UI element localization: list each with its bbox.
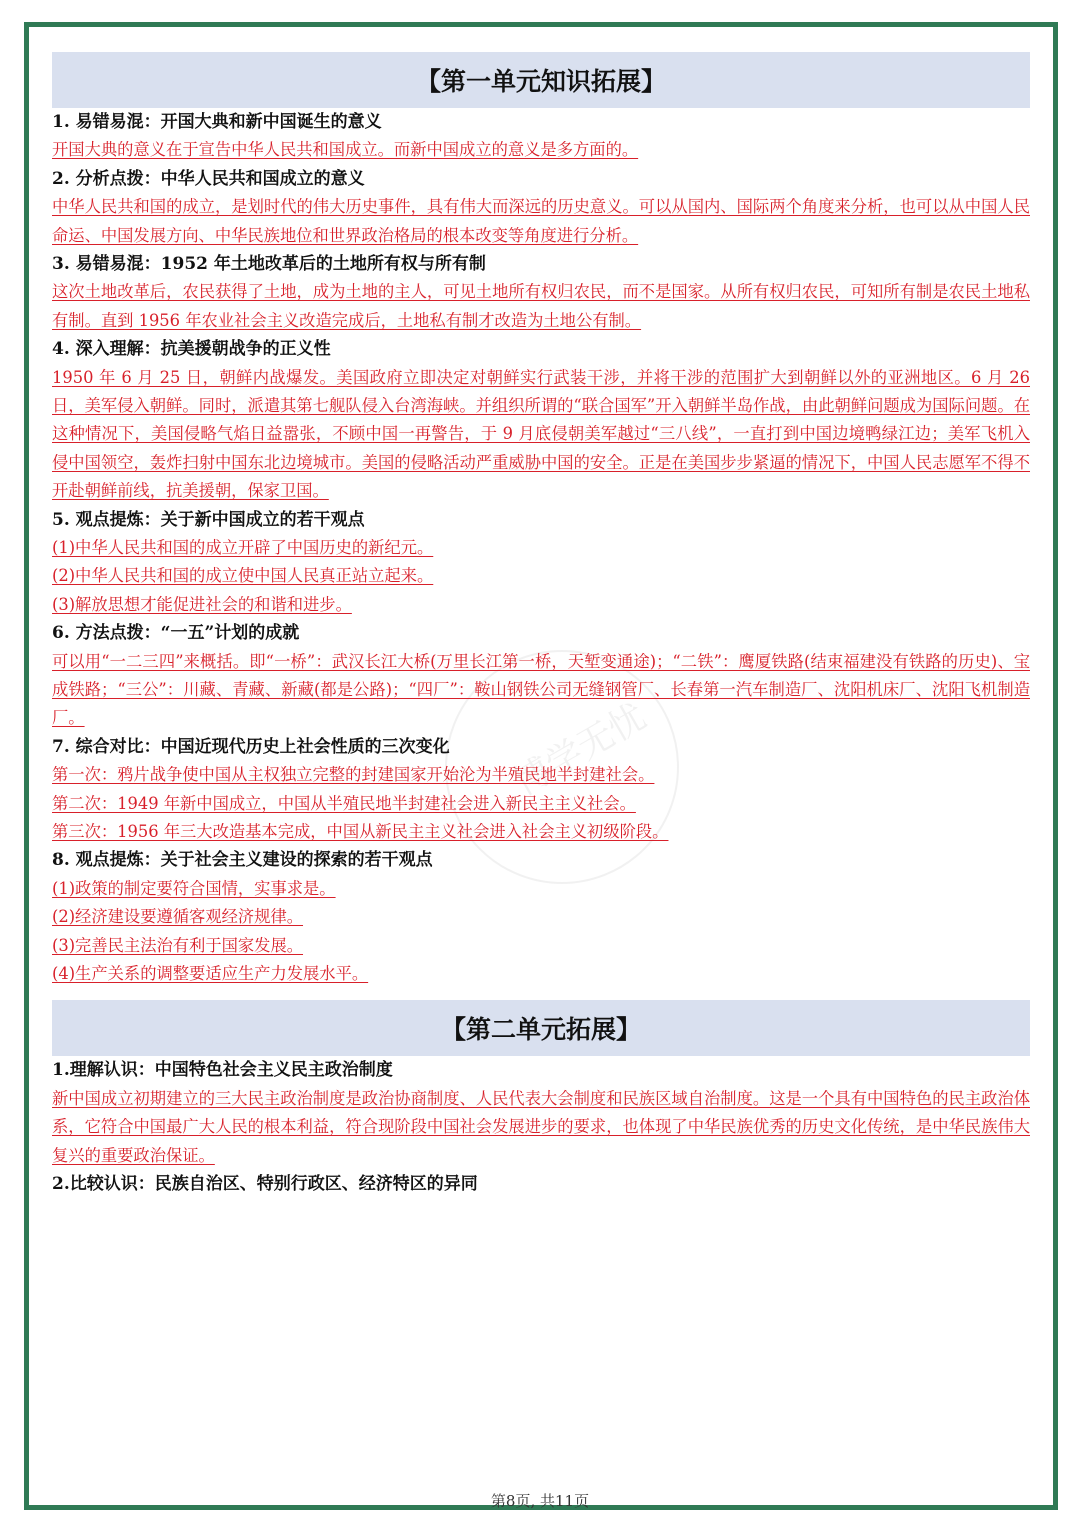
answer-text: (1)中华人民共和国的成立开辟了中国历史的新纪元。 (52, 538, 434, 558)
question-title: 7. 综合对比：中国近现代历史上社会性质的三次变化 (52, 736, 450, 757)
answer-text: (2)经济建设要遵循客观经济规律。 (52, 907, 304, 927)
answer-text: (3)完善民主法治有利于国家发展。 (52, 935, 304, 955)
question-block (52, 250, 1030, 335)
question-block (52, 733, 1030, 847)
unit1-items (52, 108, 1030, 988)
question-block (52, 108, 1030, 165)
page-content (52, 52, 1030, 1198)
question-block (52, 335, 1030, 505)
question-block (52, 165, 1030, 250)
question-title: 5. 观点提炼：关于新中国成立的若干观点 (52, 509, 365, 530)
question-title: 6. 方法点拨：“一五”计划的成就 (52, 623, 300, 644)
answer-text: 第二次：1949 年新中国成立，中国从半殖民地半封建社会进入新民主主义社会。 (52, 793, 636, 813)
answer-text: (1)政策的制定要符合国情，实事求是。 (52, 878, 336, 898)
answer-text: (2)中华人民共和国的成立使中国人民真正站立起来。 (52, 566, 434, 586)
question-block (52, 1170, 1030, 1198)
answer-text: 新中国成立初期建立的三大民主政治制度是政治协商制度、人民代表大会制度和民族区域自治制度。这是一个具有中国特色的民主政治体系，它符合中国最广大人民的根本利益，符合现阶段中国社会发展进步的要求，也体现了中华民族优秀的历史文化传统，是中华民族伟大复兴的重要政治保证。 (52, 1088, 1030, 1165)
question-title: 3. 易错易混：1952 年土地改革后的土地所有权与所有制 (52, 254, 486, 274)
question-block (52, 846, 1030, 988)
question-block (52, 506, 1030, 620)
answer-text: 第三次：1956 年三大改造基本完成，中国从新民主主义社会进入社会主义初级阶段。 (52, 822, 669, 842)
unit2-title: 【第二单元拓展】 (440, 1015, 641, 1045)
unit1-header (52, 52, 1030, 108)
page-footer: 第8页, 共11页 (490, 1492, 590, 1510)
answer-text: (3)解放思想才能促进社会的和谐和进步。 (52, 594, 352, 614)
question-title: 4. 深入理解：抗美援朝战争的正义性 (52, 339, 331, 360)
question-block (52, 1056, 1030, 1170)
question-title: 1. 易错易混：开国大典和新中国诞生的意义 (52, 112, 382, 132)
question-title: 2. 分析点拨：中华人民共和国成立的意义 (52, 168, 365, 189)
answer-text: (4)生产关系的调整要适应生产力发展水平。 (52, 964, 369, 984)
answer-text: 中华人民共和国的成立，是划时代的伟大历史事件，具有伟大而深远的历史意义。可以从国内、国际两个角度来分析，也可以从中国人民命运、中国发展方向、中华民族地位和世界政治格局的根本改变等角度进行分析。 (52, 197, 1030, 245)
answer-text: 1950 年 6 月 25 日，朝鲜内战爆发。美国政府立即决定对朝鲜实行武装干涉，并将干涉的范围扩大到朝鲜以外的亚洲地区。6 月 26 日，美军侵入朝鲜。同时，派遣其第七舰队侵入台湾海峡。并组织所谓的“联合国军”开入朝鲜半岛作战，由此朝鲜问题成为国际问题。在这种情况下，美国侵略气焰日益嚣张，不顾中国一再警告，于 9 月底侵朝美军越过“三八线”，一直打到中国边境鸭绿江边；美军飞机入侵中国领空，轰炸扫射中国东北边境城市。美国的侵略活动严重威胁中国的安全。正是在美国步步紧逼的情况下，中国人民志愿军不得不开赴朝鲜前线，抗美援朝，保家卫国。 (52, 367, 1030, 501)
answer-text: 开国大典的意义在于宣告中华人民共和国成立。而新中国成立的意义是多方面的。 (52, 140, 639, 160)
unit2-items (52, 1056, 1030, 1198)
question-title: 8. 观点提炼：关于社会主义建设的探索的若干观点 (52, 850, 433, 871)
question-title: 1.理解认识：中国特色社会主义民主政治制度 (52, 1060, 393, 1081)
question-title: 2.比较认识：民族自治区、特别行政区、经济特区的异同 (52, 1174, 478, 1195)
unit2-header (52, 1000, 1030, 1056)
question-block (52, 619, 1030, 733)
answer-text: 第一次：鸦片战争使中国从主权独立完整的封建国家开始沦为半殖民地半封建社会。 (52, 765, 655, 785)
answer-text: 可以用“一二三四”来概括。即“一桥”：武汉长江大桥(万里长江第一桥，天堑变通途)；“二铁”：鹰厦铁路(结束福建没有铁路的历史)、宝成铁路；“三公”：川藏、青藏、新藏(都是公路)；“四厂”：鞍山钢铁公司无缝钢管厂、长春第一汽车制造厂、沈阳机床厂、沈阳飞机制造厂。 (52, 651, 1030, 728)
watermark-text: 博学无忧 (507, 696, 654, 804)
unit1-title: 【第一单元知识拓展】 (415, 67, 666, 96)
answer-text: 这次土地改革后，农民获得了土地，成为土地的主人，可见土地所有权归农民，而不是国家。从所有权归农民，可知所有制是农民土地私有制。直到 1956 年农业社会主义改造完成后，土地私有制才改造为土地公有制。 (52, 282, 1030, 330)
